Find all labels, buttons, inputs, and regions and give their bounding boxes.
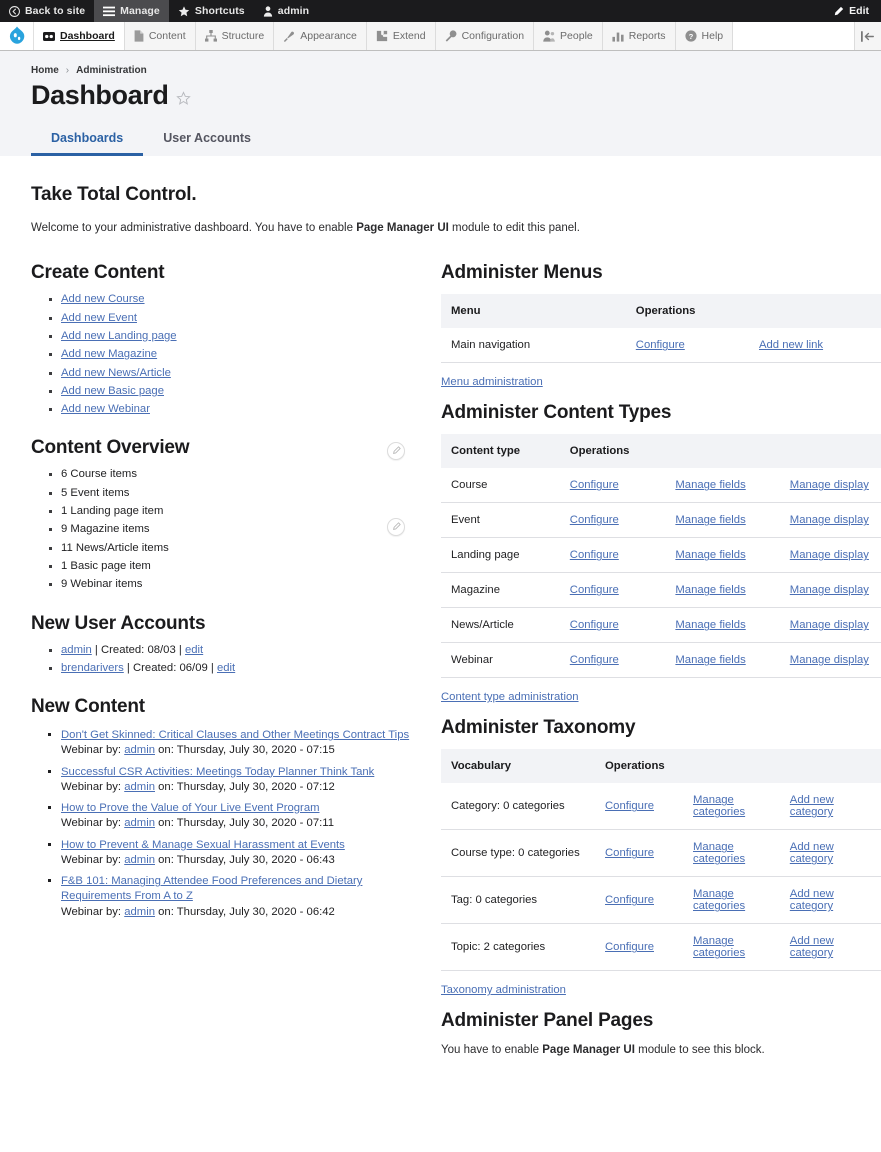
col-operations: Operations (595, 749, 881, 783)
manage-fields-link[interactable]: Manage fields (675, 514, 746, 527)
tray-item-appearance[interactable] (274, 22, 367, 50)
configure-link[interactable]: Configure (569, 479, 619, 492)
manage-display-link[interactable]: Manage display (789, 584, 869, 597)
star-icon (178, 6, 190, 17)
create-content-heading: Create Content (31, 262, 165, 284)
new-content-list (31, 728, 431, 920)
panel-note-bold: Page Manager UI (542, 1044, 635, 1057)
administer-content-types-heading: Administer Content Types (441, 402, 672, 424)
content-types-table (441, 434, 881, 678)
manage-categories-link[interactable]: Manage categories (693, 841, 746, 866)
menu-administration-link[interactable]: Menu administration (441, 376, 543, 389)
tray-item-reports[interactable] (603, 22, 676, 50)
list-item (61, 728, 431, 759)
tray-label-reports: Reports (628, 30, 666, 42)
menu-configure-link[interactable]: Configure (635, 339, 685, 352)
tray-label-appearance: Appearance (300, 30, 357, 42)
tray-item-configuration[interactable] (436, 22, 534, 50)
content-type-name: Landing page (441, 538, 560, 573)
vocabulary-name: Course type: 0 categories (441, 830, 595, 877)
new-user-accounts-list (31, 645, 431, 675)
content-overview-heading: Content Overview (31, 437, 190, 459)
content-author-link[interactable]: admin (124, 780, 155, 793)
toolbar-spacer (318, 0, 824, 22)
taxonomy-administration-link[interactable]: Taxonomy administration (441, 984, 566, 997)
add-new-category-link[interactable]: Add new category (789, 841, 834, 866)
help-icon (685, 30, 697, 42)
hero-intro (31, 220, 850, 237)
manage-categories-link[interactable]: Manage categories (693, 888, 746, 913)
manage-fields-link[interactable]: Manage fields (675, 549, 746, 562)
table-row (441, 503, 881, 538)
panel-note-before: You have to enable (441, 1044, 543, 1057)
content-author-link[interactable]: admin (124, 817, 155, 830)
configuration-icon (445, 30, 457, 42)
list-item: ▪ 6 Course items (61, 469, 431, 480)
table-row (441, 877, 881, 924)
list-item (61, 874, 431, 920)
table-row (441, 783, 881, 830)
content-title-link[interactable]: Don't Get Skinned: Critical Clauses and Other Meetings Contract Tips (61, 729, 410, 742)
content-author-link[interactable]: admin (124, 905, 155, 918)
manage-display-link[interactable]: Manage display (789, 549, 869, 562)
create-content-list (31, 294, 431, 415)
created-label: | Created: (123, 661, 180, 674)
list-item (61, 386, 431, 397)
content-type-prefix: Webinar by: (61, 905, 125, 918)
list-item: ▪ 9 Webinar items (61, 579, 431, 590)
back-arrow-icon (9, 6, 20, 17)
structure-icon (205, 30, 217, 42)
new-content-heading: New Content (31, 696, 145, 718)
tray-label-extend: Extend (392, 30, 426, 42)
vocabulary-name: Tag: 0 categories (441, 877, 595, 924)
add-new-event-link[interactable]: Add new Event (61, 311, 137, 324)
configure-link[interactable]: Configure (605, 847, 654, 860)
list-item: ▪ 1 Landing page item (61, 506, 431, 517)
manage-fields-link[interactable]: Manage fields (675, 584, 746, 597)
hero-heading: Take Total Control. (31, 183, 197, 205)
configure-link[interactable]: Configure (569, 549, 619, 562)
created-date: 06/09 (179, 661, 208, 674)
content-date: on: Thursday, July 30, 2020 - 07:12 (155, 780, 335, 793)
tray-label-help: Help (701, 30, 724, 42)
col-operations: Operations (560, 434, 881, 468)
manage-fields-link[interactable]: Manage fields (675, 619, 746, 632)
list-item: ▪ 9 Magazine items (61, 524, 431, 535)
vocabulary-name: Category: 0 categories (441, 783, 595, 830)
table-row (441, 608, 881, 643)
list-item (61, 765, 431, 796)
configure-link[interactable]: Configure (569, 654, 619, 667)
content-type-prefix: Webinar by: (61, 780, 125, 793)
edit-mode-button[interactable] (824, 0, 881, 22)
content-type-name: News/Article (441, 608, 560, 643)
configure-link[interactable]: Configure (605, 800, 654, 813)
tray-item-people[interactable] (534, 22, 603, 50)
page-title-text: Dashboard (31, 80, 169, 110)
content-title-link[interactable]: F&B 101: Managing Attendee Food Preferences and Dietary Requirements From A to Z (61, 875, 363, 903)
list-item: ▪ 5 Event items (61, 488, 431, 499)
list-item (61, 645, 431, 656)
user-label: admin (277, 5, 310, 17)
manage-categories-link[interactable]: Manage categories (693, 935, 746, 960)
tab-dashboards[interactable]: Dashboards (31, 125, 143, 156)
people-icon (543, 30, 555, 42)
page-header (0, 51, 881, 156)
drupal-logo[interactable] (0, 22, 34, 50)
content-type-name: Event (441, 503, 560, 538)
breadcrumb-current: Administration (76, 65, 147, 76)
admin-toolbar (0, 0, 881, 22)
list-item (61, 294, 431, 305)
right-column (441, 262, 881, 1059)
menus-table (441, 294, 881, 363)
tray-label-configuration: Configuration (461, 30, 525, 42)
table-row (441, 328, 881, 363)
content-title-link[interactable]: How to Prevent & Manage Sexual Harassment at Events (61, 838, 345, 851)
menu-name: Main navigation (441, 328, 626, 363)
add-new-course-link[interactable]: Add new Course (61, 293, 145, 306)
breadcrumb (31, 65, 850, 76)
manage-display-link[interactable]: Manage display (789, 619, 869, 632)
vocabulary-name: Topic: 2 categories (441, 924, 595, 971)
breadcrumb-separator-icon: › (65, 65, 70, 76)
contextual-edit-pencil-icon[interactable] (387, 518, 405, 536)
content-title-link[interactable]: How to Prove the Value of Your Live Event Program (61, 802, 320, 815)
list-item (61, 838, 431, 869)
list-item: ▪ 1 Basic page item (61, 561, 431, 572)
tray-filler (733, 22, 855, 50)
main-content (0, 156, 881, 1059)
svg-text:?: ? (688, 31, 693, 41)
tab-user-accounts[interactable]: User Accounts (163, 130, 252, 145)
separator: | (175, 643, 185, 656)
page-title (31, 79, 850, 113)
reports-icon (612, 30, 624, 42)
add-new-category-link[interactable]: Add new category (789, 888, 834, 913)
two-column-layout (31, 262, 869, 1059)
content-type-name: Webinar (441, 643, 560, 678)
shortcuts-label: Shortcuts (194, 5, 245, 17)
user-link[interactable]: brendarivers (61, 661, 124, 674)
table-row (441, 573, 881, 608)
table-header-row (441, 294, 881, 328)
manage-button[interactable] (94, 0, 169, 22)
content-title-link[interactable]: Successful CSR Activities: Meetings Today Planner Think Tank (61, 765, 375, 778)
configure-link[interactable]: Configure (605, 941, 654, 954)
menu-add-new-link[interactable]: Add new link (758, 339, 824, 352)
content-date: on: Thursday, July 30, 2020 - 06:42 (155, 905, 335, 918)
hero-intro-bold: Page Manager UI (356, 221, 449, 234)
hamburger-icon (103, 6, 115, 17)
tray-label-content: Content (148, 30, 186, 42)
separator: | (207, 661, 217, 674)
contextual-edit-pencil-icon[interactable] (387, 442, 405, 460)
configure-link[interactable]: Configure (605, 894, 654, 907)
table-row (441, 924, 881, 971)
add-new-category-link[interactable]: Add new category (789, 935, 834, 960)
table-row (441, 830, 881, 877)
list-item (61, 801, 431, 832)
taxonomy-table (441, 749, 881, 971)
edit-user-link[interactable]: edit (184, 643, 204, 656)
tray-item-content[interactable] (125, 22, 196, 50)
user-icon (263, 6, 273, 17)
created-label: | Created: (91, 643, 148, 656)
pencil-icon (833, 6, 844, 17)
content-author-link[interactable]: admin (124, 744, 155, 757)
content-type-name: Magazine (441, 573, 560, 608)
tray-orientation-toggle[interactable] (855, 22, 881, 50)
extend-icon (376, 30, 388, 42)
manage-label: Manage (120, 5, 160, 17)
edit-label: Edit (849, 5, 869, 17)
configure-link[interactable]: Configure (569, 619, 619, 632)
content-type-name: Course (441, 468, 560, 503)
list-item: ▪ 11 News/Article items (61, 543, 431, 554)
table-row (441, 538, 881, 573)
content-type-prefix: Webinar by: (61, 817, 125, 830)
add-new-category-link[interactable]: Add new category (789, 794, 834, 819)
tray-label-people: People (560, 30, 593, 42)
content-type-prefix: Webinar by: (61, 853, 125, 866)
user-link[interactable]: admin (61, 643, 92, 656)
created-date: 08/03 (147, 643, 176, 656)
content-type-prefix: Webinar by: (61, 744, 125, 757)
hero-intro-after: module to edit this panel. (448, 221, 580, 234)
list-item (61, 663, 431, 674)
tray-item-dashboard[interactable] (34, 22, 125, 50)
table-header-row (441, 749, 881, 783)
col-content-type: Content type (441, 434, 560, 468)
list-item (61, 331, 431, 342)
col-vocabulary: Vocabulary (441, 749, 595, 783)
manage-fields-link[interactable]: Manage fields (675, 479, 746, 492)
manage-fields-link[interactable]: Manage fields (675, 654, 746, 667)
add-new-webinar-link[interactable]: Add new Webinar (61, 403, 150, 416)
administer-menus-heading: Administer Menus (441, 262, 603, 284)
list-item (61, 349, 431, 360)
table-row (441, 643, 881, 678)
add-new-landing-page-link[interactable]: Add new Landing page (61, 329, 177, 342)
hero-intro-before: Welcome to your administrative dashboard. You have to enable (31, 221, 357, 234)
panel-pages-note (441, 1042, 881, 1059)
back-to-site-label: Back to site (25, 5, 86, 17)
content-author-link[interactable]: admin (124, 853, 155, 866)
table-header-row (441, 434, 881, 468)
list-item (61, 404, 431, 415)
configure-link[interactable]: Configure (569, 514, 619, 527)
tray-label-structure: Structure (221, 30, 265, 42)
col-menu: Menu (441, 294, 626, 328)
configure-link[interactable]: Configure (569, 584, 619, 597)
add-new-news-article-link[interactable]: Add new News/Article (61, 366, 171, 379)
manage-display-link[interactable]: Manage display (789, 479, 869, 492)
content-date: on: Thursday, July 30, 2020 - 07:11 (155, 817, 334, 830)
tray-item-structure[interactable] (196, 22, 275, 50)
shortcuts-button[interactable] (169, 0, 254, 22)
content-date: on: Thursday, July 30, 2020 - 06:43 (155, 853, 335, 866)
dashboard-icon (43, 31, 55, 42)
back-to-site-button[interactable] (0, 0, 94, 22)
manage-display-link[interactable]: Manage display (789, 654, 869, 667)
panel-note-after: module to see this block. (634, 1044, 765, 1057)
list-item (61, 313, 431, 324)
user-menu-button[interactable] (254, 0, 318, 22)
manage-categories-link[interactable]: Manage categories (693, 794, 746, 819)
add-new-magazine-link[interactable]: Add new Magazine (61, 348, 158, 361)
table-row (441, 468, 881, 503)
breadcrumb-home[interactable]: Home (31, 65, 59, 76)
new-user-accounts-heading: New User Accounts (31, 612, 206, 634)
content-date: on: Thursday, July 30, 2020 - 07:15 (155, 744, 335, 757)
admin-menu-tray (0, 22, 881, 51)
tray-item-extend[interactable] (367, 22, 436, 50)
administer-panel-pages-heading: Administer Panel Pages (441, 1010, 654, 1032)
tray-label-dashboard: Dashboard (60, 30, 115, 42)
content-overview-list (31, 469, 431, 590)
administer-taxonomy-heading: Administer Taxonomy (441, 717, 636, 739)
list-item (61, 368, 431, 379)
page-tabs (31, 125, 850, 156)
appearance-icon (283, 30, 295, 42)
tray-item-help[interactable] (676, 22, 734, 50)
left-column (31, 262, 441, 930)
manage-display-link[interactable]: Manage display (789, 514, 869, 527)
edit-user-link[interactable]: edit (216, 661, 236, 674)
col-operations: Operations (626, 294, 881, 328)
add-new-basic-page-link[interactable]: Add new Basic page (61, 384, 164, 397)
content-icon (134, 30, 144, 42)
bookmark-star-icon[interactable] (176, 83, 191, 113)
content-type-administration-link[interactable]: Content type administration (441, 691, 579, 704)
